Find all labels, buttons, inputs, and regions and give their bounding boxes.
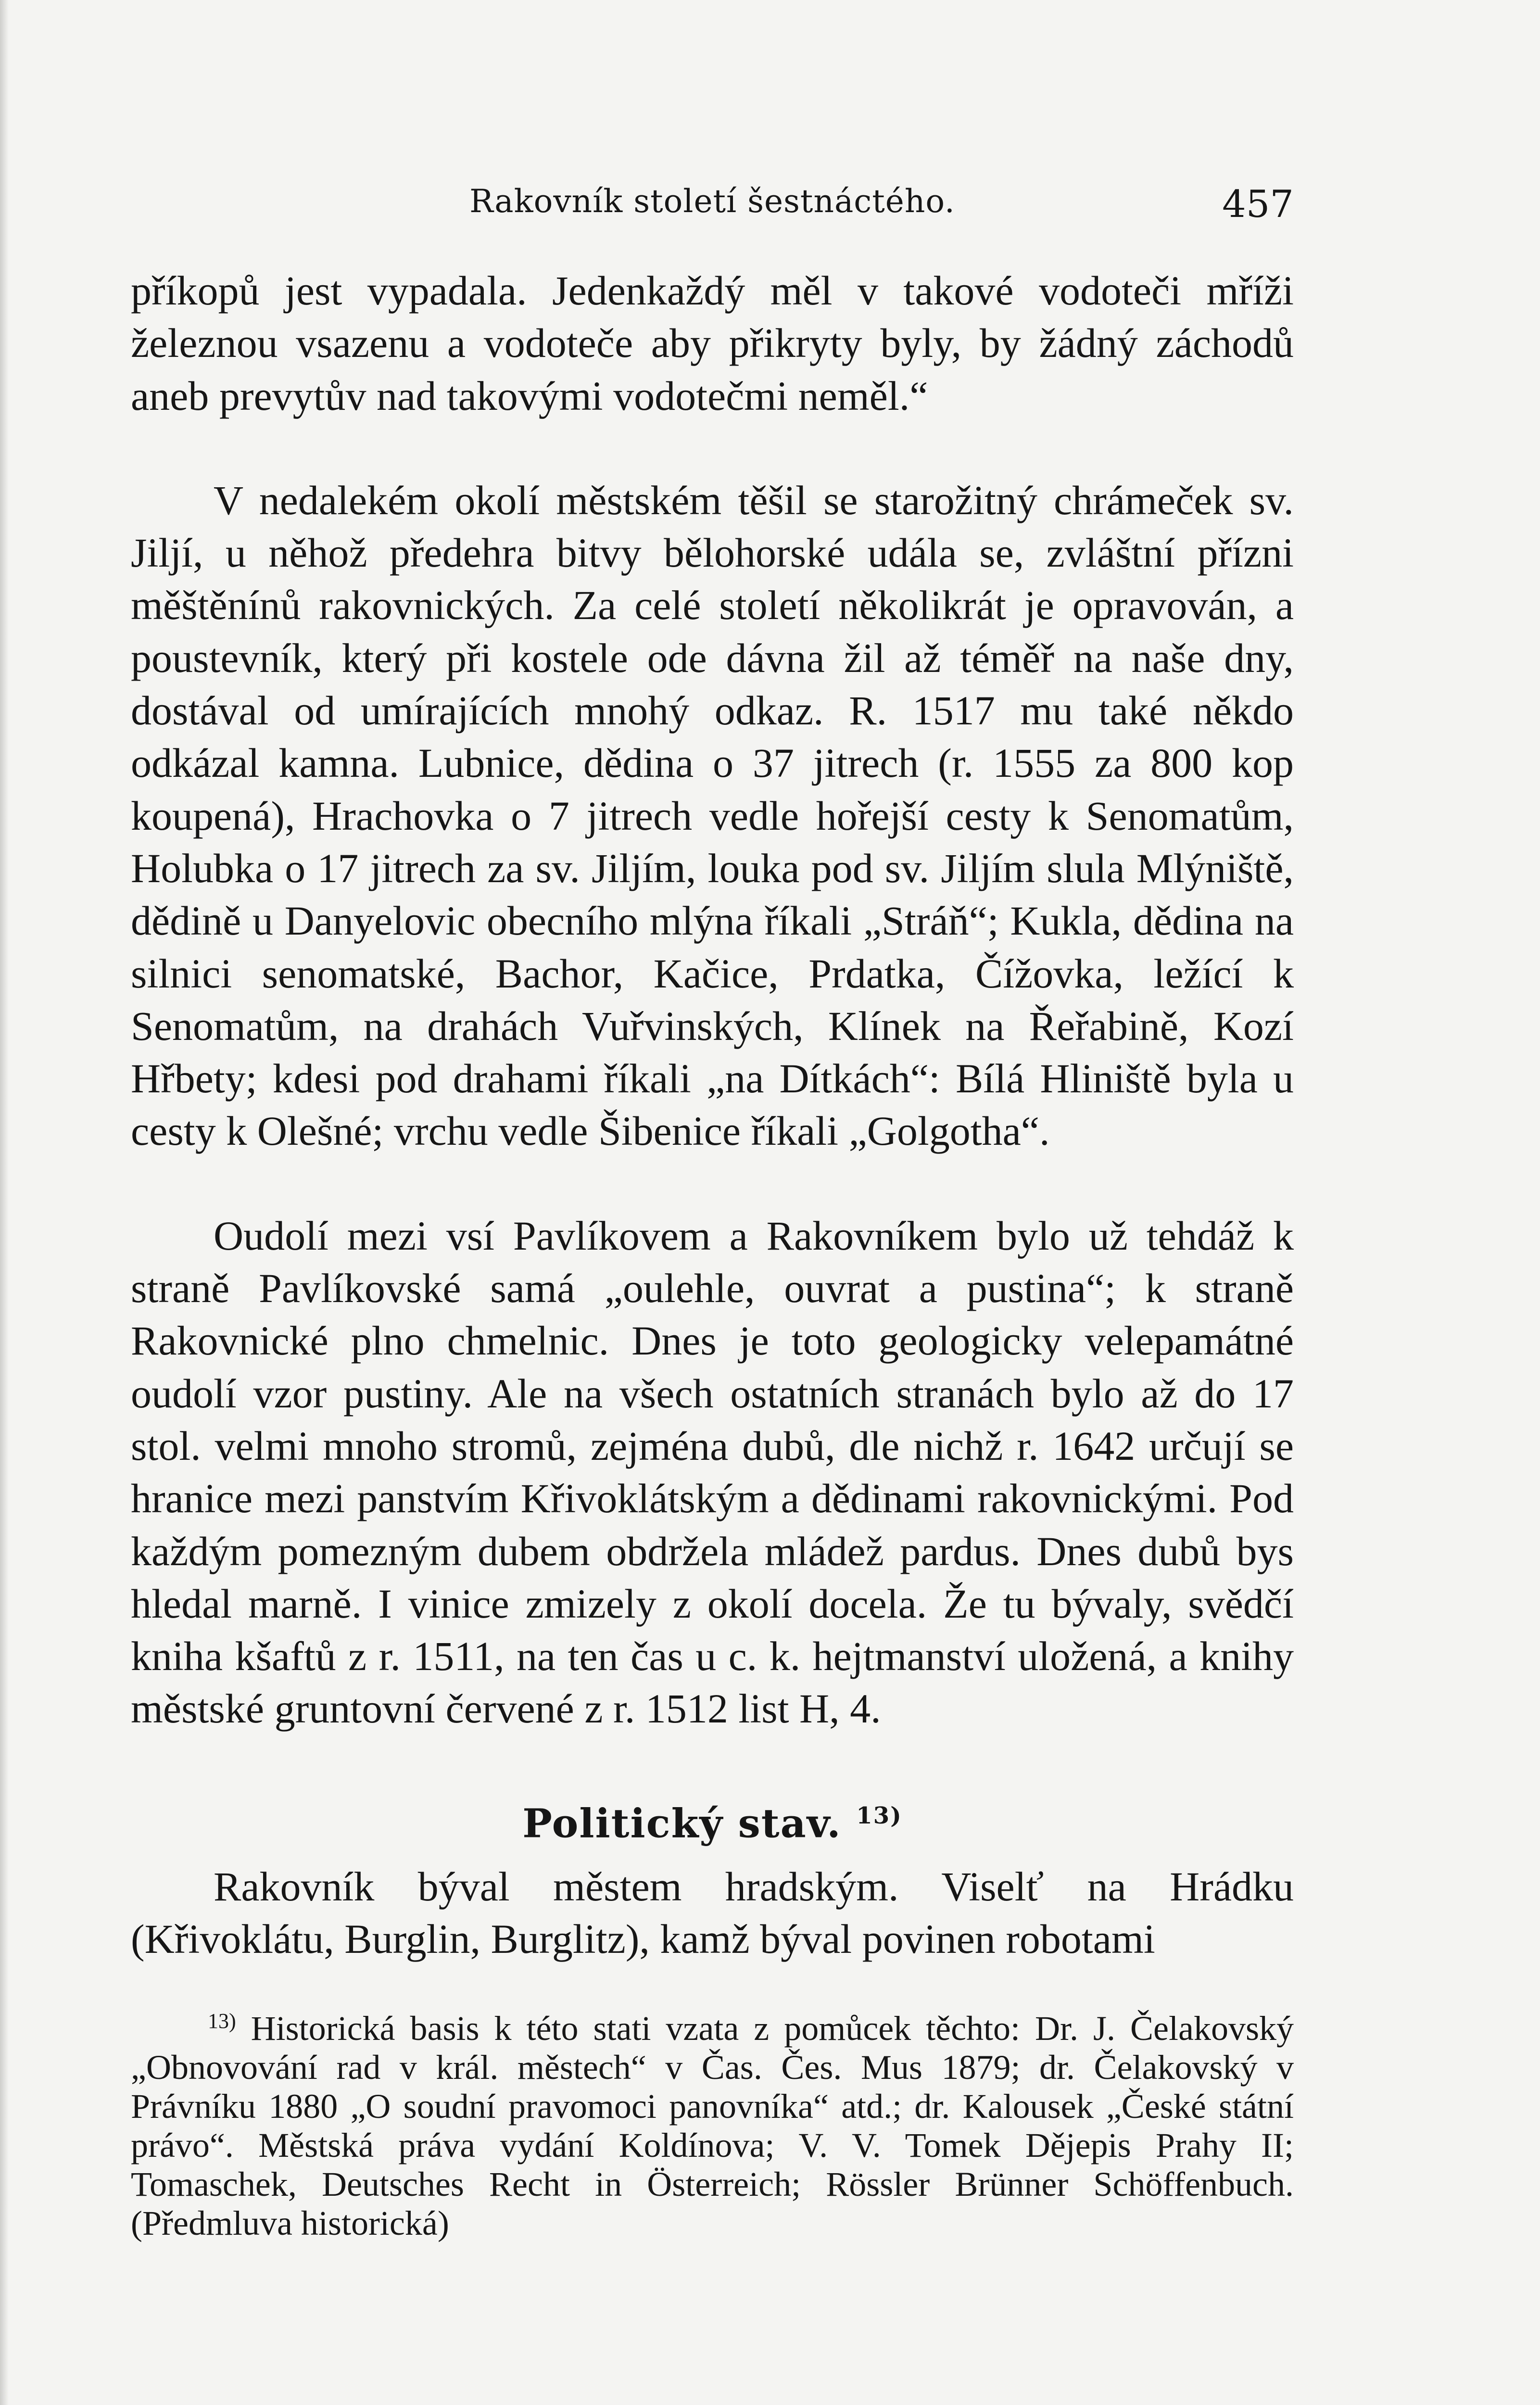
section-heading-title: Politický stav. [522, 1800, 842, 1847]
section-footnote-marker: 13) [856, 1802, 902, 1829]
footnote [131, 2001, 1294, 2243]
scan-page-edge [0, 0, 9, 2405]
paragraph-politicky-stav: Rakovník býval městem hradským. Viselť na Hrádku (Křivoklátu, Burglin, Burglitz), kamž býval povinen robotami [131, 1863, 1294, 1962]
paragraph-continuation: příkopů jest vypadala. Jedenkaždý měl v takové vodoteči mříži železnou vsazenu a vodoteče aby přikryty byly, by žádný záchodů aneb prevytův nad takovými vodotečmi neměl.“ [131, 267, 1294, 419]
book-page [131, 164, 1294, 2405]
section-heading [131, 1789, 1294, 1850]
running-head [131, 183, 1294, 226]
body-text [131, 265, 1294, 2243]
footnote-marker: 13) [208, 2009, 236, 2033]
paragraph-oudoli-pavlikov: Oudolí mezi vsí Pavlíkovem a Rakovníkem bylo už tehdáž k straně Pavlíkovské samá „oulehle, ouvrat a pustina“; k straně Rakovnické plno chmelnic. Dnes je toto geologicky velepamátné oudolí vzor pustiny. Ale na všech ostatních stranách bylo až do 17 stol. velmi mnoho stromů, zejména dubů, dle nichž r. 1642 určují se hranice mezi panstvím Křivoklátským a dědinami rakovnickými. Pod každým pomezným dubem obdržela mládež pardus. Dnes dubů bys hledal marně. I vinice zmizely z okolí docela. Že tu bývaly, svědčí kniha kšaftů z r. 1511, na ten čas u c. k. hejtmanství uložená, a knihy městské gruntovní červené z r. 1512 list H, 4. [131, 1212, 1294, 1732]
running-title: Rakovník století šestnáctého. [469, 183, 955, 220]
page-number: 457 [1222, 183, 1294, 226]
footnote-text: Historická basis k této stati vzata z pomůcek těchto: Dr. J. Čelakovský „Obnovování rad v král. městech“ v Čas. Čes. Mus 1879; dr. Čelakovský v Právníku 1880 „O soudní pravomoci panovníka“ atd.; dr. Kalousek „České státní právo“. Městská práva vydání Koldínova; V. V. Tomek Dějepis Prahy II; Tomaschek, Deutsches Recht in Österreich; Rössler Brünner Schöffenbuch. (Předmluva historická) [131, 2009, 1294, 2242]
paragraph-jilji-chapel: V nedalekém okolí městském těšil se starožitný chrámeček sv. Jiljí, u něhož předehra bitvy bělohorské udála se, zvláštní přízni měštěnínů rakovnických. Za celé století několikrát je opravován, a poustevník, který při kostele ode dávna žil až téměř na naše dny, dostával od umírajících mnohý odkaz. R. 1517 mu také někdo odkázal kamna. Lubnice, dědina o 37 jitrech (r. 1555 za 800 kop koupená), Hrachovka o 7 jitrech vedle hořejší cesty k Senomatům, Holubka o 17 jitrech za sv. Jiljím, louka pod sv. Jiljím slula Mlýniště, dědině u Danyelovic obecního mlýna říkali „Stráň“; Kukla, dědina na silnici senomatské, Bachor, Kačice, Prdatka, Čížovka, ležící k Senomatům, na drahách Vuřvinských, Klínek na Řeřabině, Kozí Hřbety; kdesi pod drahami říkali „na Dítkách“: Bílá Hliniště byla u cesty k Olešné; vrchu vedle Šibenice říkali „Golgotha“. [131, 477, 1294, 1154]
